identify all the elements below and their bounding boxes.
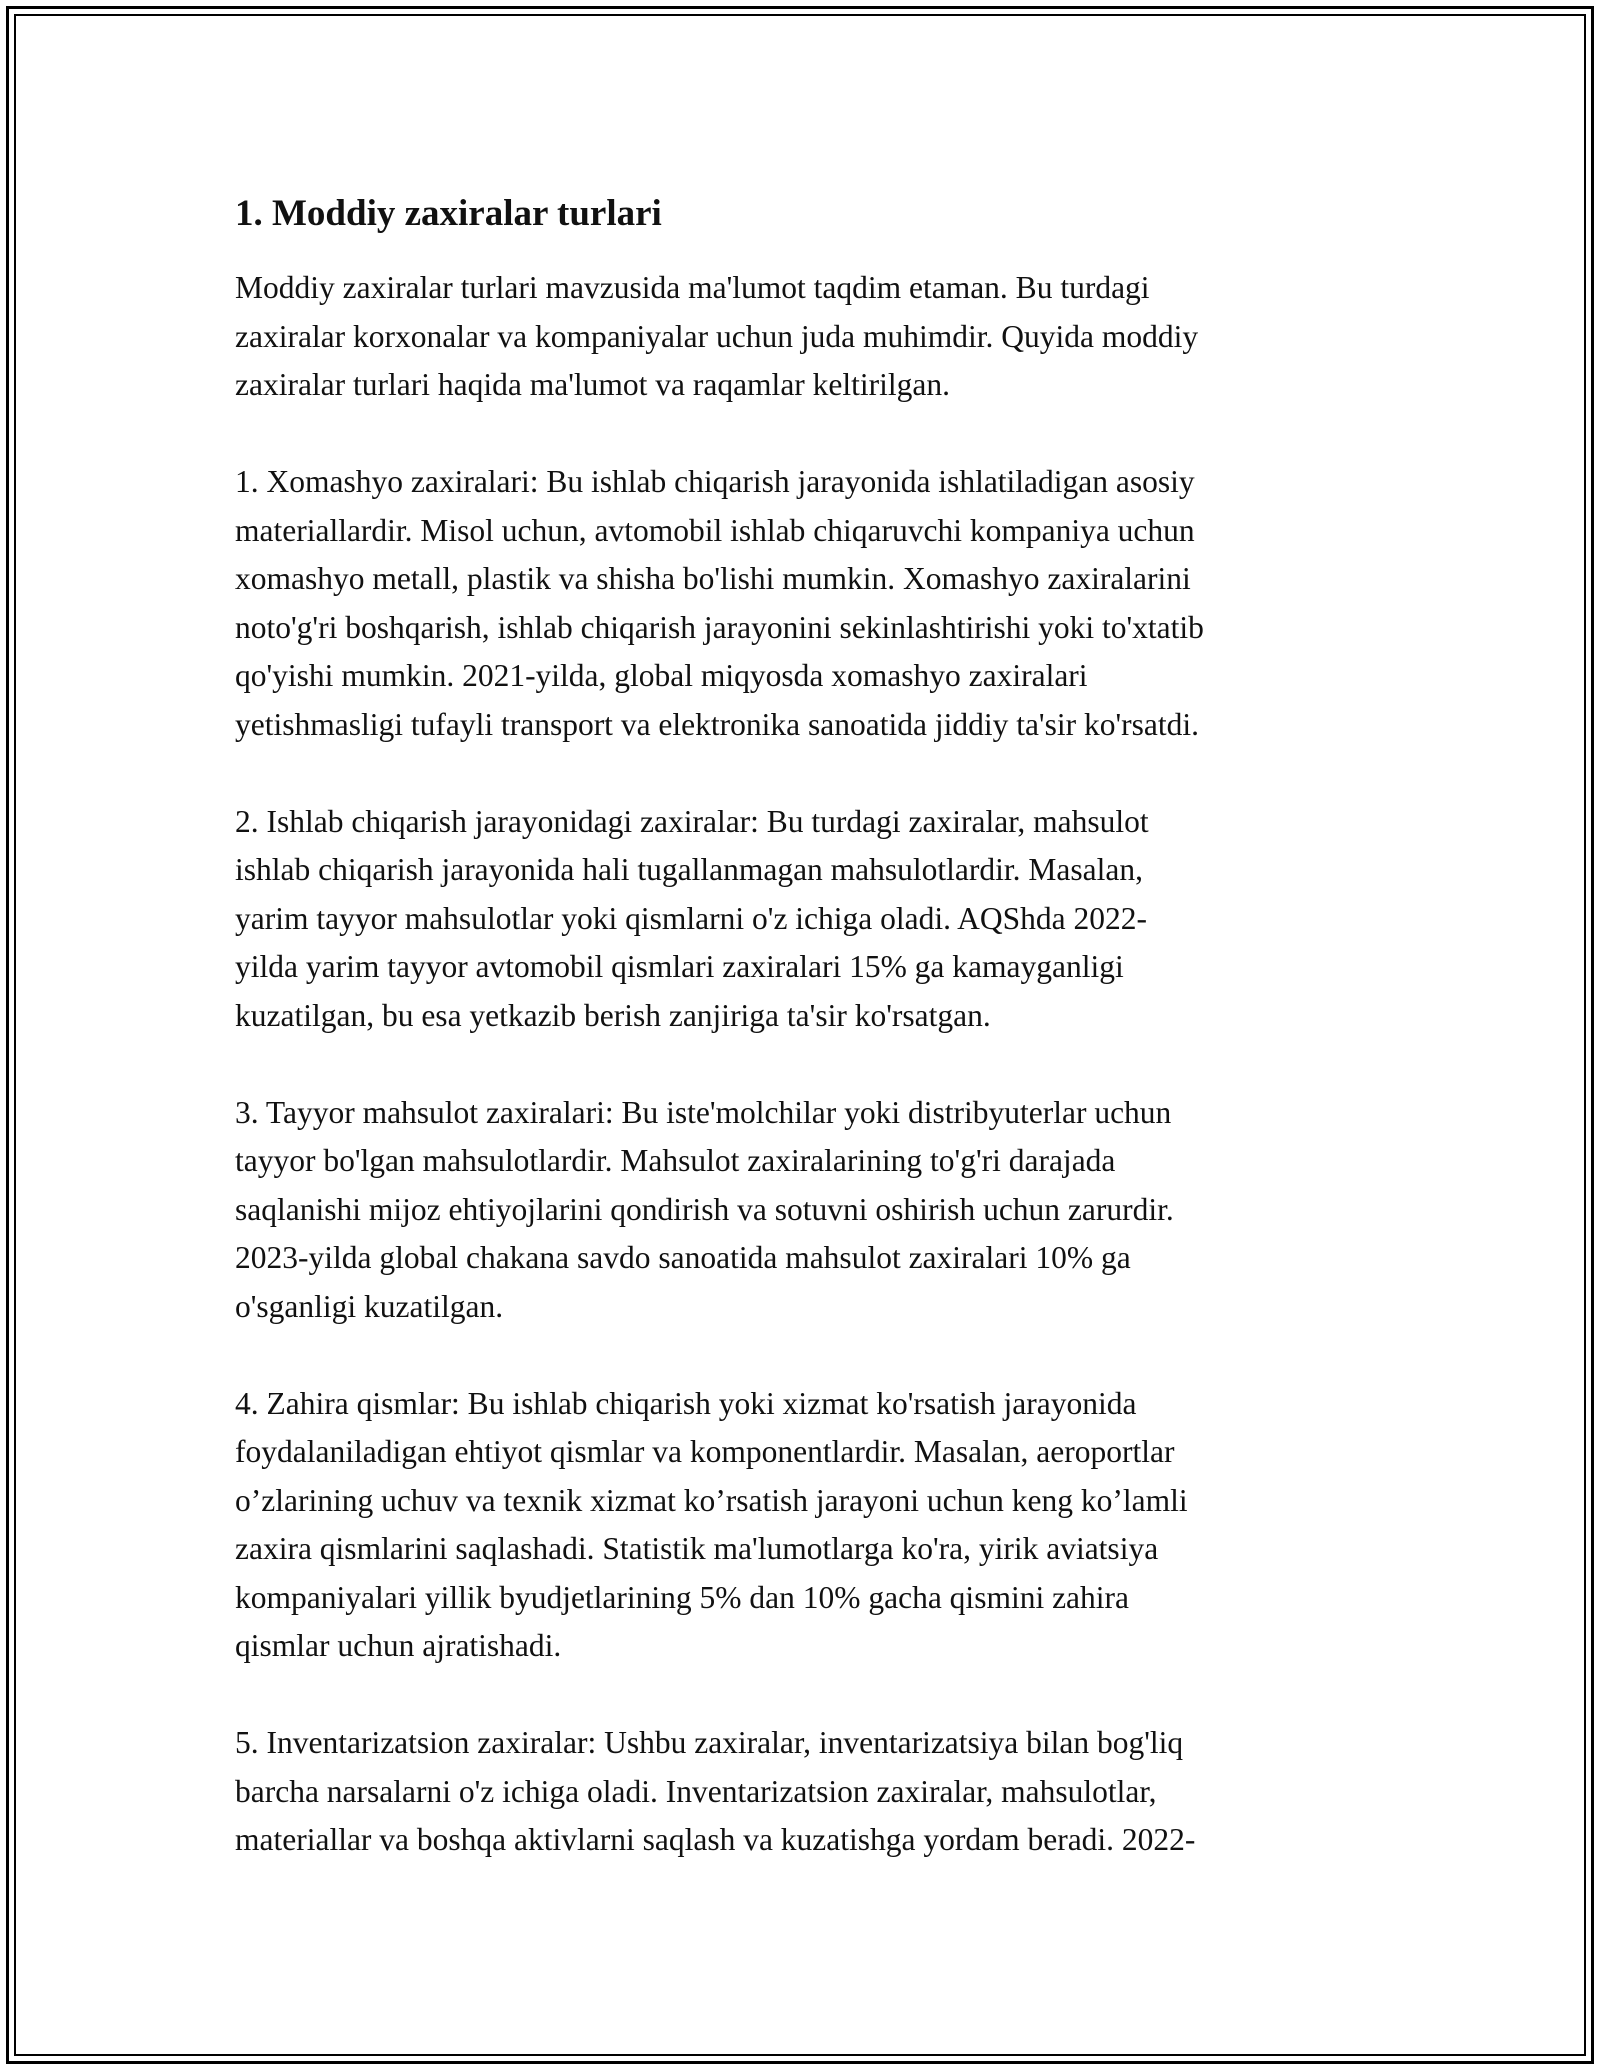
text-line: zaxiralar turlari haqida ma'lumot va raqamlar keltirilgan. [235,367,950,402]
document-body [235,190,1375,1913]
section-heading: 1. Moddiy zaxiralar turlari [235,193,662,234]
text-line: Moddiy zaxiralar turlari mavzusida ma'lumot taqdim etaman. Bu turdagi [235,270,1150,305]
text-line: yilda yarim tayyor avtomobil qismlari zaxiralari 15% ga kamayganligi [235,949,1124,984]
paragraph-work-in-progress [235,798,1375,1041]
text-line: kompaniyalari yillik byudjetlarining 5% dan 10% gacha qismini zahira [235,1579,1130,1615]
text-line: 2. Ishlab chiqarish jarayonidagi zaxiralar: Bu turdagi zaxiralar, mahsulot [235,803,1149,839]
paragraph-finished-goods [235,1089,1375,1332]
text-line: o'sganligi kuzatilgan. [235,1288,504,1324]
text-line: zaxira qismlarini saqlashadi. Statistik ma'lumotlarga ko'ra, yirik aviatsiya [235,1531,1159,1566]
text-line: kuzatilgan, bu esa yetkazib berish zanjiriga ta'sir ko'rsatgan. [235,997,991,1033]
text-line: materiallardir. Misol uchun, avtomobil ishlab chiqaruvchi kompaniya uchun [235,512,1195,548]
text-line: o’zlarining uchuv va texnik xizmat ko’rsatish jarayoni uchun keng ko’lamli [235,1482,1188,1518]
text-line: foydalaniladigan ehtiyot qismlar va komponentlardir. Masalan, aeroportlar [235,1434,1175,1469]
text-line: barcha narsalarni o'z ichiga oladi. Inventarizatsion zaxiralar, mahsulotlar, [235,1773,1157,1809]
text-line: 1. Xomashyo zaxiralari: Bu ishlab chiqarish jarayonida ishlatiladigan asosiy [235,464,1195,499]
text-line: 5. Inventarizatsion zaxiralar: Ushbu zaxiralar, inventarizatsiya bilan bog'liq [235,1725,1184,1760]
text-line: xomashyo metall, plastik va shisha bo'lishi mumkin. Xomashyo zaxiralarini [235,561,1191,596]
text-line: qismlar uchun ajratishadi. [235,1628,562,1663]
paragraph-raw-materials [235,458,1375,749]
text-line: zaxiralar korxonalar va kompaniyalar uchun juda muhimdir. Quyida moddiy [235,318,1199,354]
intro-paragraph [235,264,1375,410]
text-line: tayyor bo'lgan mahsulotlardir. Mahsulot zaxiralarining to'g'ri darajada [235,1143,1116,1178]
paragraph-spare-parts [235,1380,1375,1671]
text-line: yetishmasligi tufayli transport va elektronika sanoatida jiddiy ta'sir ko'rsatdi. [235,706,1200,742]
text-line: 3. Tayyor mahsulot zaxiralari: Bu iste'molchilar yoki distribyuterlar uchun [235,1094,1172,1130]
text-line: ishlab chiqarish jarayonida hali tugallanmagan mahsulotlardir. Masalan, [235,852,1143,887]
text-line: noto'g'ri boshqarish, ishlab chiqarish jarayonini sekinlashtirishi yoki to'xtatib [235,609,1204,645]
text-line: yarim tayyor mahsulotlar yoki qismlarni o'z ichiga oladi. AQShda 2022- [235,900,1148,936]
text-line: saqlanishi mijoz ehtiyojlarini qondirish va sotuvni oshirish uchun zarurdir. [235,1191,1174,1227]
text-line: qo'yishi mumkin. 2021-yilda, global miqyosda xomashyo zaxiralari [235,658,1088,693]
text-line: materiallar va boshqa aktivlarni saqlash va kuzatishga yordam beradi. 2022- [235,1822,1196,1857]
paragraph-inventory [235,1719,1375,1865]
text-line: 2023-yilda global chakana savdo sanoatida mahsulot zaxiralari 10% ga [235,1240,1131,1275]
text-line: 4. Zahira qismlar: Bu ishlab chiqarish yoki xizmat ko'rsatish jarayonida [235,1385,1137,1421]
